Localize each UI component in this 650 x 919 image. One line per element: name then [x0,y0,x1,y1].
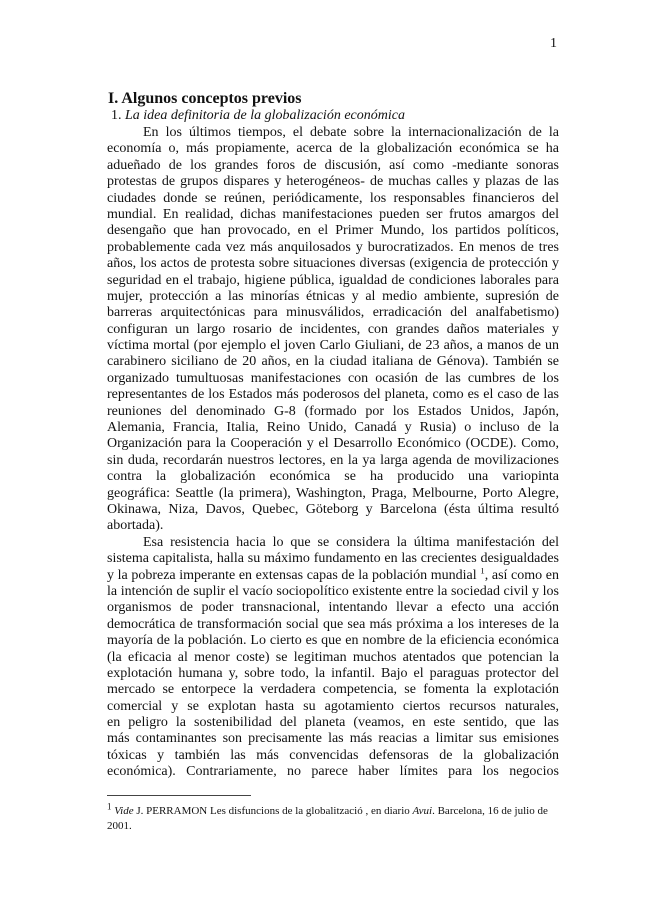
line-text: y la pobreza imperante en extensas capas de la población mundial [107,567,481,583]
paragraph-line: víctima mortal (por ejemplo el joven Carlo Giuliani, de 23 años, a manos de un [107,338,559,354]
paragraph-line: comercial y se explotan hasta su agotamiento ciertos recursos naturales, [107,698,559,714]
paragraph-line: geográfica: Seattle (la primera), Washington, Praga, Melbourne, Porto Alegre, [107,485,559,501]
paragraph-line: Okinawa, Niza, Davos, Quebec, Göteborg y Barcelona (ésta última resultó [107,501,559,517]
subsection-number: 1. [111,108,122,123]
footnote-text: J. PERRAMON Les disfuncions de la globalització , en diario [133,805,413,817]
paragraph-line: organismos de poder transnacional, intentando llevar a efecto una acción [107,600,559,616]
paragraph-line: sin duda, recordarán nuestros lectores, en la ya larga agenda de movilizaciones [107,452,559,468]
paragraph-line [107,568,559,584]
paragraph-line: democrática de transformación social que sea más próxima a los intereses de la [107,616,559,632]
footnote [107,801,559,834]
paragraph-line: En los últimos tiempos, el debate sobre la internacionalización de la [143,125,559,140]
paragraph-line: desengaño que han provocado, en el Primer Mundo, los partidos políticos, [107,223,559,239]
footnote-text-end: . Barcelona, 16 de julio de 2001. [107,805,548,832]
paragraph-line: abortada). [107,518,164,534]
paragraph-line: Esa resistencia hacia lo que se considera la última manifestación del [143,534,559,550]
paragraph-line: en peligro la sostenibilidad del planeta (veamos, en este sentido, que las [107,715,559,731]
paragraph-line: mujer, protección a las minorías étnicas y al medio ambiente, supresión de [107,288,559,304]
footnote-separator [107,795,251,796]
paragraph-line: contra la globalización económica se ha producido una variopinta [107,469,559,485]
paragraph-line: tóxicas y también las más convencidas defensoras de la globalización [107,747,559,763]
body-text [107,125,559,781]
paragraph-line: mercado se entorpece la verdadera competencia, se fomenta la explotación [107,682,559,698]
paragraph-line: reuniones del denominado G-8 (formado por los Estados Unidos, Japón, [107,403,559,419]
paragraph-line: Organización para la Cooperación y el Desarrollo Económico (OCDE). Como, [107,436,559,452]
paragraph-line: representantes de los Estados más poderosos del planeta, como es el caso de las [107,387,559,403]
paragraph-line: (la eficacia al menor coste) se legitiman muchos atentados que potencian la [107,649,559,665]
paragraph-line: años, los actos de protesta sobre situaciones diversas (exigencia de protección y [107,256,559,272]
paragraph-line: mayoría de la población. Lo cierto es que en nombre de la eficiencia económica [107,633,559,649]
footnote-reference[interactable]: 1 [480,567,485,575]
paragraph-line: ciudades donde se reúnen, periódicamente, los responsables financieros del [107,190,559,206]
paragraph-line: barreras arquitectónicas para minusválidos, erradicación del analfabetismo) [107,305,559,321]
paragraph-line: organizado tumultuosas manifestaciones con ocasión de las cumbres de los [107,370,559,386]
subsection-title: La idea definitoria de la globalización económica [125,108,405,123]
line-text: , así como en [484,567,559,583]
paragraph-line: configuran un largo rosario de incidentes, con grandes daños materiales y [107,321,559,337]
footnote-marker: 1 [107,801,112,812]
footnote-vide: Vide [114,805,134,817]
paragraph-line: economía o, más propiamente, acerca de la globalización económica se ha [107,141,559,157]
paragraph-line: probablemente cada vez más anquilosados y burocratizados. En menos de tres [107,239,559,255]
paragraph-line: seguridad en el trabajo, higiene pública, igualdad de condiciones laborales para [107,272,559,288]
paragraph-line: explotación humana y, sobre todo, la infantil. Bajo el paraguas protector del [107,665,559,681]
paragraph-line: protestas de grupos dispares y heterogéneos- de muchas calles y plazas de las [107,174,559,190]
paragraph-line: Alemania, Francia, Italia, Reino Unido, Canadá y Rusia) o incluso de la [107,420,559,436]
paragraph-line: carabinero siciliano de 20 años, en la ciudad italiana de Génova). También se [107,354,559,370]
subsection-heading [111,108,405,124]
paragraph-line: económica). Contrariamente, no parece haber límites para los negocios [107,764,559,780]
footnote-source: Avui [412,805,433,817]
page-number: 1 [550,36,557,51]
section-heading: I. Algunos conceptos previos [108,90,302,107]
paragraph-line: la intención de suplir el vacío sociopolítico existente entre la sociedad civil y los [107,583,559,599]
paragraph-line: sistema capitalista, halla su máximo fundamento en las crecientes desigualdades [107,551,559,567]
paragraph-line: adueñado de los grandes foros de discusión, así como -mediante sonoras [107,157,559,173]
paragraph-line: mundial. En realidad, dichas manifestaciones pueden ser frutos amargos del [107,206,559,222]
paragraph-line: más contaminantes son precisamente las más reacias a limitar sus emisiones [107,731,559,747]
